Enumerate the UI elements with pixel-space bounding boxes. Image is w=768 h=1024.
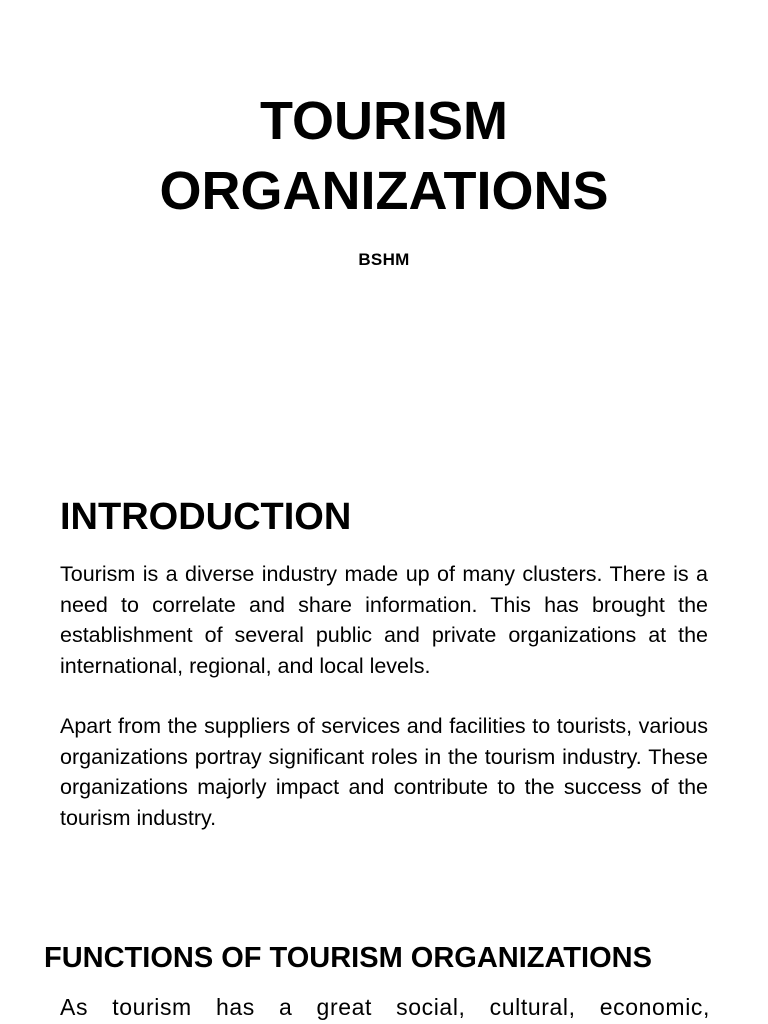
page-subtitle: BSHM (358, 250, 410, 269)
introduction-paragraph-1: Tourism is a diverse industry made up of many clusters. There is a need to correlate and share information. This has brought the establishment of several public and private organizations at the international, regional, and local levels. (60, 562, 708, 678)
page-title-line-1: TOURISM (259, 91, 508, 151)
title-block (0, 86, 768, 226)
functions-heading: FUNCTIONS OF TOURISM ORGANIZATIONS (44, 942, 652, 974)
functions-paragraph: As tourism has a great social, cultural, economic, (60, 994, 710, 1020)
introduction-paragraph-2: Apart from the suppliers of services and facilities to tourists, various organizations portray significant roles in the tourism industry. These organizations majorly impact and contribute to the success of the tourism industry. (60, 714, 708, 830)
page-title-line-2: ORGANIZATIONS (159, 161, 609, 221)
introduction-heading: INTRODUCTION (60, 496, 352, 538)
